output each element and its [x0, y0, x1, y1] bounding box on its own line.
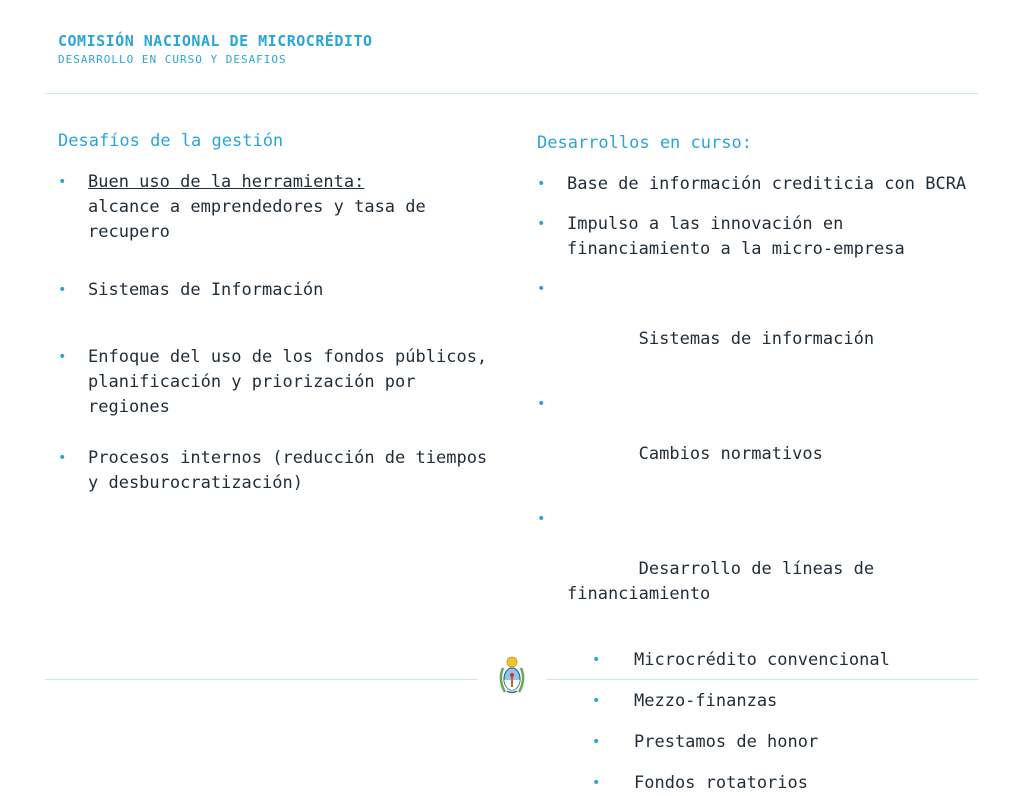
challenges-column [58, 128, 498, 496]
list-item [537, 392, 977, 492]
bullet-icon: • [592, 693, 601, 709]
list-item [58, 446, 498, 496]
item-text: Mezzo-finanzas [634, 691, 778, 711]
item-text: Desarrollo de líneas de financiamiento [567, 559, 885, 604]
item-text: Sistemas de información [628, 329, 875, 349]
item-text: Microcrédito convencional [634, 650, 890, 670]
bullet-icon: • [592, 775, 601, 791]
developments-heading: Desarrollos en curso: [537, 133, 752, 153]
bullet-icon: • [537, 176, 546, 192]
bottom-divider-right [546, 679, 978, 680]
list-item [58, 278, 498, 303]
bullet-icon: • [537, 396, 546, 412]
page-title: COMISIÓN NACIONAL DE MICROCRÉDITO [58, 32, 373, 50]
bullet-icon: • [58, 450, 67, 466]
list-item [537, 507, 977, 632]
sub-list-item [537, 648, 977, 673]
bullet-icon: • [537, 281, 546, 297]
challenges-list [58, 170, 498, 496]
item-text: Cambios normativos [628, 444, 823, 464]
item-text: Fondos rotatorios [634, 773, 808, 793]
item-text: Base de información crediticia con BCRA [567, 174, 967, 194]
bullet-icon: • [58, 282, 67, 298]
sun-of-may [507, 657, 517, 667]
list-item [58, 345, 498, 420]
list-item [537, 277, 977, 377]
list-item [537, 212, 977, 262]
header [58, 30, 373, 68]
pike [511, 676, 513, 687]
item-text: Enfoque del uso de los fondos públicos, planificación y priorización por regiones [88, 347, 488, 417]
developments-column [537, 130, 977, 796]
item-text: Procesos internos (reducción de tiempos y desburocratización) [88, 448, 488, 493]
top-divider [45, 93, 978, 94]
bullet-icon: • [58, 174, 67, 190]
argentina-coat-of-arms-icon [497, 654, 527, 698]
list-item [537, 172, 977, 197]
item-text: alcance a emprendedores y tasa de recupero [88, 197, 426, 242]
bullet-icon: • [537, 216, 546, 232]
bottom-divider-left [45, 679, 478, 680]
sub-list-item [537, 689, 977, 714]
ribbon [507, 691, 517, 693]
page-subtitle: DESARROLLO EN CURSO Y DESAFIOS [58, 53, 287, 66]
item-text: Prestamos de honor [634, 732, 819, 752]
developments-list [537, 172, 977, 796]
sub-list-item [537, 730, 977, 755]
list-item [58, 170, 498, 245]
bullet-icon: • [58, 349, 67, 365]
item-lead: Buen uso de la herramienta: [88, 172, 365, 192]
sub-list-item [537, 771, 977, 796]
item-text: Impulso a las innovación en financiamiento a la micro-empresa [567, 214, 905, 259]
bullet-icon: • [537, 511, 546, 527]
bullet-icon: • [592, 652, 601, 668]
challenges-heading: Desafíos de la gestión [58, 131, 284, 151]
phrygian-cap [510, 673, 514, 677]
item-text: Sistemas de Información [88, 280, 324, 300]
bullet-icon: • [592, 734, 601, 750]
